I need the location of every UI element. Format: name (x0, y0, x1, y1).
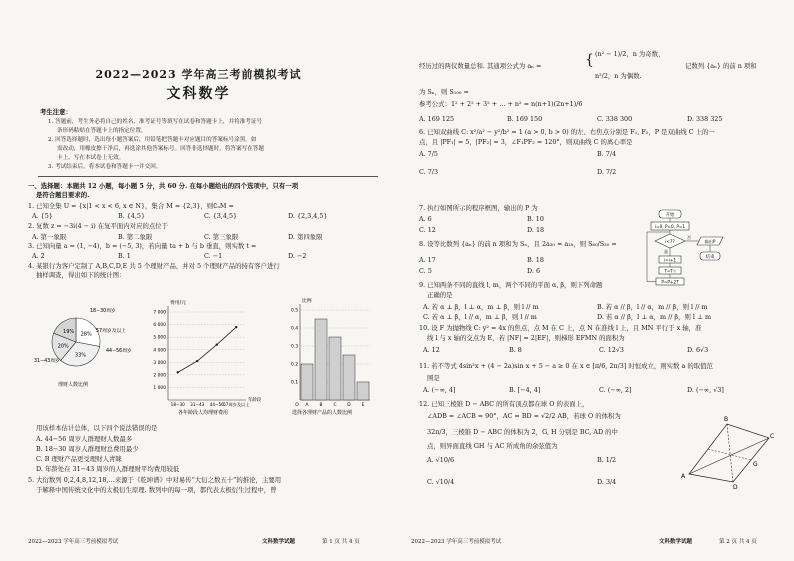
line-chart-caption: 各年龄段人均理财费用 (178, 410, 229, 416)
tetrahedron-outline (689, 424, 769, 482)
line-y-tick: 7 000 (153, 310, 166, 316)
q9-option-a: A. 若 α ⊥ β，l ⊥ α，m ⊥ β，则 l // m (423, 303, 539, 311)
flow-output-label: 输出P (704, 239, 716, 244)
question-8: 8. 设等比数列 {aₙ} 的前 n 项和为 Sₙ，且 2a₂₀ = a₁₈，则 S₆₀/S₂₀ = (419, 240, 617, 248)
q11-option-d: D. (−∞, √3] (687, 386, 724, 394)
q8-option-b: B. 18 (527, 256, 544, 264)
bar-x-tick: A (305, 403, 309, 408)
pie-category-label: 57周岁及以上 (96, 329, 127, 334)
pie-chart (34, 307, 132, 388)
q10-option-c: C. 12√3 (599, 346, 624, 354)
brace-symbol: { (585, 52, 594, 68)
q11-option-a: A. (−∞, 4] (423, 386, 456, 394)
reference-formula: 参考公式：1² + 2² + 3² + … + n² = n(n+1)(2n+1)/6 (419, 100, 583, 108)
question-2: 2. 复数 z = −3i(4 − i) 在复平面内对应的点位于 (28, 222, 169, 230)
line-y-tick: 4 000 (153, 348, 166, 354)
pie-caption: 理财人数比例 (58, 382, 89, 388)
formula-case-odd: (n² − 1)/2，n 为奇数， (595, 50, 665, 58)
bar-x-tick: B (319, 403, 323, 408)
tetrahedron-figure (677, 404, 777, 490)
line-x-tick: 44−56 (209, 402, 224, 407)
note-line: 2. 回答选择题时，选出每小题答案后，用铅笔把答题卡对应题目的答案标号涂黑。如 (48, 137, 257, 143)
q12-option-a: A. √10/6 (427, 456, 455, 464)
q6-option-d: D. 7/2 (597, 168, 617, 176)
line-point (235, 326, 237, 328)
pie-percent-label: 28% (80, 331, 92, 338)
flow-multiply-label: T=T·i (664, 268, 676, 274)
line-y-tick: 3 000 (153, 360, 166, 366)
q7-option-a: A. 6 (419, 215, 432, 223)
bar-y-label: 比例 (302, 299, 312, 304)
bar (315, 319, 327, 400)
bar-origin-label: O (295, 403, 299, 408)
bar-y-tick: 0.3 (291, 344, 298, 350)
q8-option-c: C. 5 (419, 267, 432, 275)
line-point (196, 360, 198, 362)
line-y-label: 费用/元 (170, 301, 187, 306)
q7-option-d: D. 18 (527, 226, 545, 234)
q2-option-b: B. 第二象限 (118, 233, 153, 241)
question-12: 12. 已知三棱锥 D − ABC 的所有顶点都在球 O 的表面上， (419, 400, 589, 408)
q5-sum-prompt: 为 Sₙ，则 S₁₀₀ = (419, 88, 469, 96)
question-10-cont: 线 l 与 x 轴的交点为 E，若 |NF| = 2|EF|，则梯形 EFMN 的面积为 (427, 334, 625, 342)
bar (343, 355, 355, 400)
flow-increment-label: i=i+1 (663, 257, 677, 263)
bar-y-tick: 0.5 (291, 308, 298, 314)
pie-percent-label: 19% (63, 329, 75, 336)
bar-y-tick: 0.2 (291, 362, 298, 368)
q12-option-d: D. 3/4 (597, 478, 617, 486)
question-5-cont: 于解释中国传统文化中的太极衍生原理. 数列中的每一项，都代表太极衍生过程中，曾 (36, 486, 277, 494)
q4-option-b: B. 18−30 周岁人群理财总费用最少 (36, 445, 139, 453)
q4-option-d: D. 年龄处在 31−43 周岁的人群理财平均费用较低 (36, 465, 180, 473)
q8-option-d: D. 6 (527, 267, 541, 275)
q3-option-c: C. −1 (204, 252, 223, 260)
note-line: 3. 考试结束后，将本试卷和答题卡一并交回。 (48, 164, 162, 170)
notes-heading: 考生注意： (40, 108, 72, 116)
question-12-line3: 32π/3，三棱锥 D − ABC 的体积为 2，G, H 分别是 BC, AD 的中 (427, 428, 618, 436)
edge-ac (689, 438, 769, 474)
q7-option-c: C. 12 (419, 226, 436, 234)
q5-option-b: B. 169 150 (507, 115, 543, 123)
line-x-tick: 18−30 (170, 402, 185, 407)
bar (357, 382, 369, 400)
line-x-tick: 57周岁及以上 (223, 402, 250, 407)
q3-option-d: D. −2 (288, 252, 307, 260)
exam-subject-title: 文科数学 (166, 86, 231, 102)
question-9: 9. 已知两条不同的直线 l, m，两个不同的平面 α, β，则下列命题 (419, 281, 603, 289)
flow-condition-label: i<7? (665, 239, 675, 244)
bar-x-tick: E (361, 403, 365, 408)
q5-option-c: C. 338 300 (597, 115, 633, 123)
section-heading: 一、选择题：本题共 12 小题，每小题 5 分，共 60 分. 在每小题给出的四个选项中，只有一项 (28, 182, 299, 190)
line-y-tick: 2 000 (153, 373, 166, 379)
q8-option-a: A. 17 (419, 256, 436, 264)
exam-page-2 (397, 0, 794, 561)
question-12-line4: 点，则异面直线 GH 与 AC 所成角的余弦值为 (427, 442, 558, 450)
edge-bd (727, 424, 733, 482)
q2-option-c: C. 第三象限 (204, 233, 239, 241)
line-y-tick: 6 000 (153, 323, 166, 329)
section-heading-cont: 是符合题目要求的. (36, 191, 90, 199)
question-6-cont: 点，且 |PF₁| = 5，|PF₂| = 3，∠F₁PF₂ = 120°，则双曲线 C 的离心率是 (419, 138, 633, 146)
line-y-tick: 5 000 (153, 335, 166, 341)
vertex-b: B (724, 416, 729, 423)
point-g: G (753, 461, 758, 468)
question-12-line2: ∠ADB = ∠ACB = 90°，AC = BD = √2/2 AB，若球 O 的体积为 (427, 412, 621, 420)
pie-percent-label: 33% (74, 352, 87, 359)
formula-case-even: n²/2，n 为偶数. (595, 72, 642, 80)
flow-end-label: 结束 (705, 255, 715, 260)
question-3: 3. 已知向量 a = (1, −4)，b = (−5, 3)，若向量 ta + b 与 b 垂直，则实数 t = (28, 242, 257, 250)
q3-option-b: B. 1 (118, 252, 131, 260)
note-line: 1. 答题前，考生务必将自己的姓名、准考证号等填写在试卷和答题卡上，并将准考证号 (48, 119, 263, 125)
line-x-tick: 31−43 (190, 402, 205, 407)
q3-option-a: A. 2 (32, 252, 45, 260)
note-line: 卡上。写在本试卷上无效。 (57, 155, 125, 161)
question-10: 10. 设 F 为抛物线 C: y² = 4x 的焦点，点 M 在 C 上，点 N 在准线 l 上，且 MN 平行于 x 轴，准 (419, 324, 702, 332)
flow-yes-label: 是 (664, 249, 668, 254)
question-9-cont: 正确的是 (427, 291, 453, 299)
divider (38, 176, 378, 177)
q5-option-a: A. 169 125 (419, 115, 455, 123)
pie-category-label: 18−30周岁 (90, 309, 116, 314)
q4-option-c: C. B 理财产品更受理财人青睐 (36, 455, 122, 463)
line-x-caption: 年龄段 (248, 398, 262, 403)
q12-option-c: C. √10/4 (427, 478, 455, 486)
q2-option-a: A. 第一象限 (32, 233, 67, 241)
q11-option-b: B. [−4, 4] (509, 386, 541, 394)
line-point (216, 343, 218, 345)
bar-x-tick: D (347, 403, 351, 408)
q2-option-d: D. 第四象限 (288, 233, 323, 241)
footer-exam-title: 2022—2023 学年高三考前模拟考试 (28, 539, 119, 545)
q9-option-d: D. 若 α // β，l ⊥ α，m // β，则 l ⊥ m (597, 313, 712, 321)
note-line: 条形码粘贴在答题卡上的指定位置。 (57, 128, 147, 134)
q5-option-d: D. 338 325 (687, 115, 723, 123)
flow-no-label: 否 (687, 235, 691, 240)
question-11: 11. 若不等式 4sin²x + (4 − 2a)sin x + 5 − a ≥ 0 在 x ∈ [π/6, 2π/3] 时恒成立，则实数 a 的取值范 (419, 362, 713, 370)
segment-gh (708, 449, 751, 460)
bar-x-tick: C (333, 403, 337, 408)
q12-option-b: B. 1/2 (597, 456, 617, 464)
q1-option-b: B. {4,5} (118, 212, 146, 220)
footer-subject: 文科数学试题 (262, 539, 296, 545)
question-1: 1. 已知全集 U = {x|1 < x < 6, x ∈ N}，集合 M = {2,3}，则∁ᵤM = (28, 202, 234, 210)
question-7: 7. 执行如图所示的程序框图，输出的 P 为 (419, 204, 538, 212)
pie-percent-label: 20% (57, 343, 69, 350)
footer-page-number: 第 2 页 共 4 页 (719, 539, 757, 545)
q9-option-b: B. 若 α // β，l // α，m // β，则 l // m (597, 303, 708, 311)
program-flowchart (629, 208, 739, 290)
line-chart (153, 299, 261, 416)
q11-option-c: C. (−∞, 2] (599, 386, 632, 394)
footer-subject: 文科数学试题 (659, 539, 693, 545)
q6-option-a: A. 7/5 (419, 150, 438, 158)
flow-accumulate-label: P=P+2T (661, 279, 679, 285)
q5-formula-tail: 记数列 {aₙ} 的前 n 项和 (685, 62, 757, 70)
q10-option-a: A. 12 (423, 346, 440, 354)
footer-page-number: 第 1 页 共 4 页 (322, 539, 360, 545)
q5-formula-intro: 经历过的两仪数量总和. 其通项公式为 aₙ = (419, 62, 542, 70)
q1-option-d: D. {2,3,4,5} (288, 212, 328, 220)
bar-y-tick: 0.1 (291, 380, 298, 386)
q1-option-c: C. {3,4,5} (204, 212, 238, 220)
bar (329, 337, 341, 400)
statistics-charts (28, 282, 378, 422)
note-line: 需改动，用橡皮擦干净后，再选涂其他答案标号。回答非选择题时，将答案写在答题 (57, 146, 264, 152)
q6-option-b: B. 7/4 (597, 150, 617, 158)
bar-chart (291, 297, 370, 416)
question-4-cont: 抽样调查，得出如下的统计图： (36, 271, 126, 279)
vertex-a: A (681, 473, 686, 480)
q7-option-b: B. 10 (527, 215, 544, 223)
q10-option-b: B. 8 (509, 346, 522, 354)
vertex-c: C (770, 433, 775, 440)
vertex-d: D (733, 484, 738, 490)
bar (301, 364, 313, 400)
footer-exam-title: 2022—2023 学年高三考前模拟考试 (411, 539, 502, 545)
question-4-prompt: 用该样本估计总体，以下四个说法错误的是 (36, 424, 158, 432)
q1-option-a: A. {5} (32, 212, 53, 220)
line-point (177, 371, 179, 373)
question-6: 6. 已知双曲线 C: x²/a² − y²/b² = 1 (a > 0, b > 0) 的左、右焦点分别是 F₁, F₂，P 是双曲线 C 上的一 (419, 128, 715, 136)
flow-start-label: 开始 (665, 213, 675, 218)
pie-category-label: 31−43周岁 (34, 359, 60, 364)
flow-init-label: i=0, P=0, P=1 (654, 224, 686, 229)
q4-option-a: A. 44−56 周岁人群理财人数最多 (36, 435, 133, 443)
question-11-cont: 围是 (427, 374, 440, 382)
bar-chart-caption: 选择各理财产品的人数比例 (292, 410, 353, 416)
bar-y-tick: 0.4 (291, 326, 298, 332)
exam-year-title: 2022—2023 学年高三考前模拟考试 (95, 68, 302, 81)
question-4: 4. 某银行为客户定制了 A,B,C,D,E 共 5 个理财产品，并对 5 个理财产品的持有客户进行 (28, 262, 280, 270)
pie-category-label: 44−56周岁 (106, 349, 132, 354)
line-y-tick: 1 000 (153, 386, 166, 392)
q6-option-c: C. 7/3 (419, 168, 439, 176)
q10-option-d: D. 6√3 (687, 346, 709, 354)
q9-option-c: C. 若 α ⊥ β，l // α，m ⊥ β，则 l // m (423, 313, 537, 321)
question-5: 5. 大衍数列 0,2,4,8,12,18,…来源于《乾坤谱》中对易传“大衍之数五十”的推论，主要用 (28, 476, 282, 484)
